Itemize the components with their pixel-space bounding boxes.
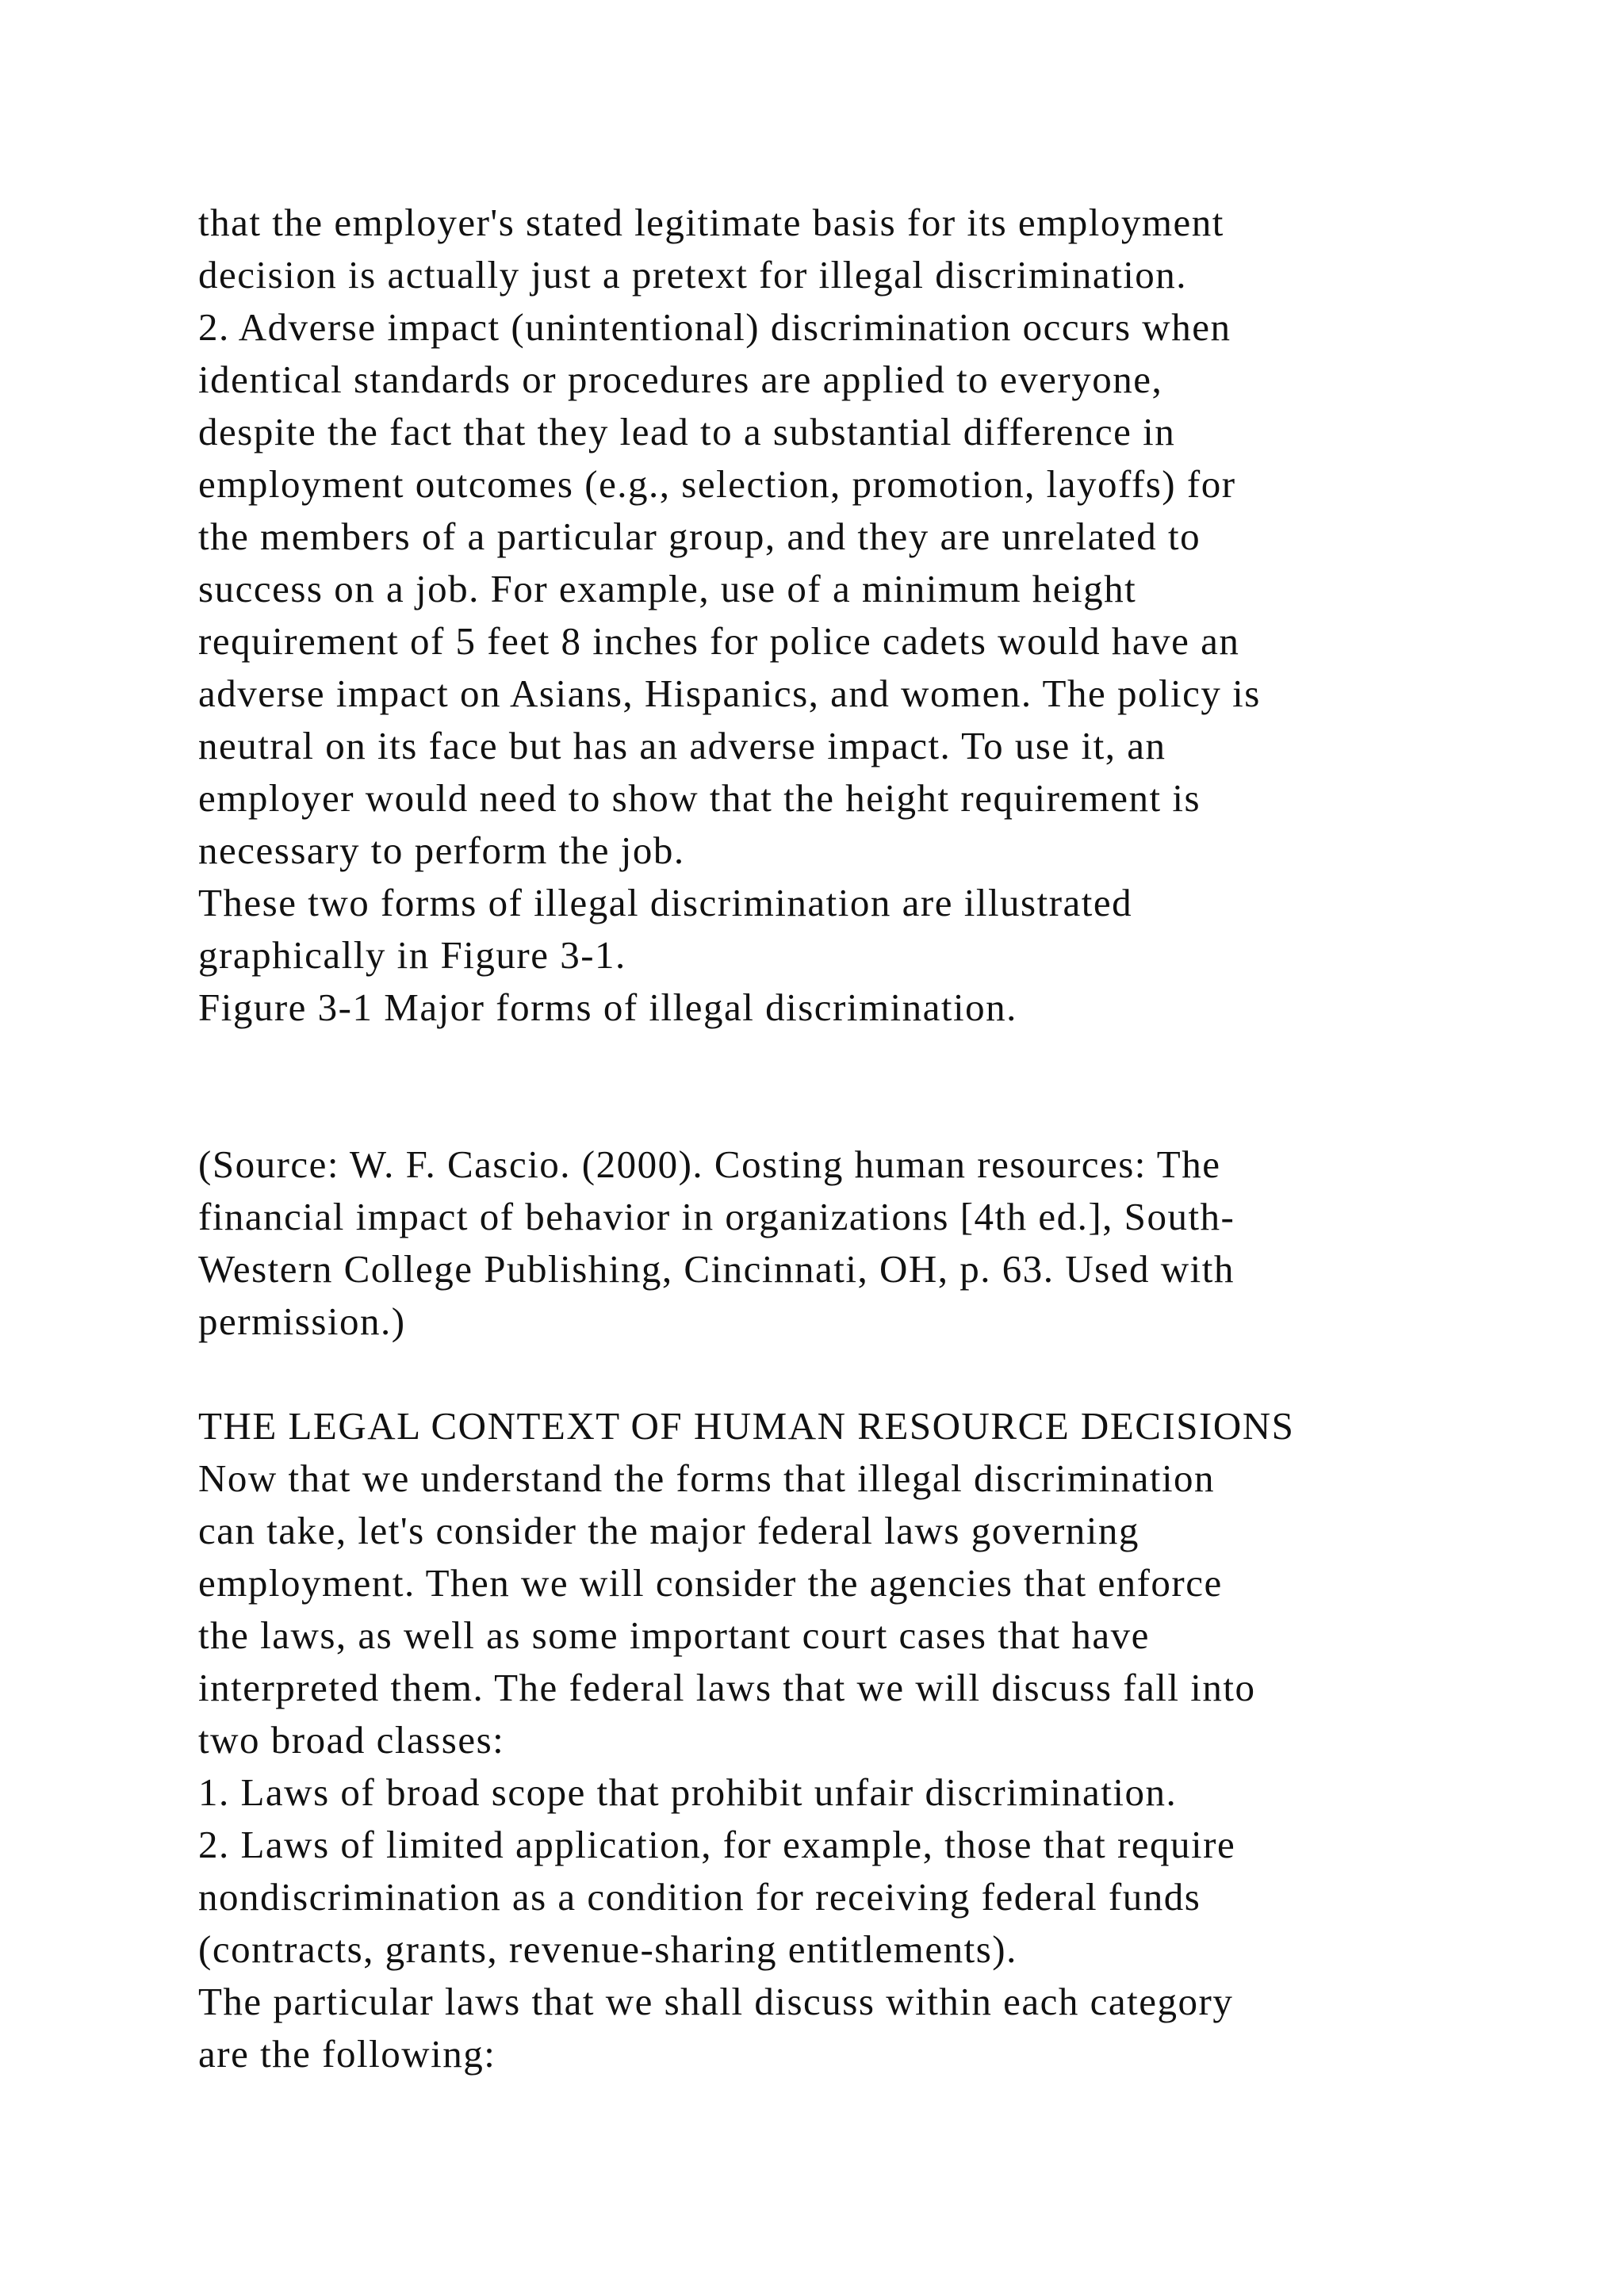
body-text bbox=[198, 197, 1610, 2080]
text-line: employer would need to show that the height requirement is bbox=[198, 776, 1201, 820]
figure-caption: Figure 3-1 Major forms of illegal discrimination. bbox=[198, 985, 1017, 1029]
text-line: requirement of 5 feet 8 inches for police cadets would have an bbox=[198, 619, 1240, 663]
text-line: employment. Then we will consider the agencies that enforce bbox=[198, 1561, 1223, 1605]
text-line: identical standards or procedures are applied to everyone, bbox=[198, 358, 1163, 401]
text-line: adverse impact on Asians, Hispanics, and women. The policy is bbox=[198, 672, 1261, 715]
text-line: two broad classes: bbox=[198, 1718, 505, 1762]
source-citation-line: financial impact of behavior in organizations [4th ed.], South- bbox=[198, 1195, 1235, 1238]
text-line: 1. Laws of broad scope that prohibit unfair discrimination. bbox=[198, 1770, 1178, 1814]
text-line: nondiscrimination as a condition for receiving federal funds bbox=[198, 1875, 1201, 1919]
source-citation-line: (Source: W. F. Cascio. (2000). Costing human resources: The bbox=[198, 1142, 1221, 1186]
text-line: These two forms of illegal discrimination are illustrated bbox=[198, 881, 1133, 924]
text-line: necessary to perform the job. bbox=[198, 828, 685, 872]
text-line: the members of a particular group, and they are unrelated to bbox=[198, 515, 1201, 558]
text-line: interpreted them. The federal laws that we will discuss fall into bbox=[198, 1666, 1256, 1709]
text-line: (contracts, grants, revenue-sharing entitlements). bbox=[198, 1927, 1017, 1971]
blank-line bbox=[198, 1034, 1610, 1086]
text-line: success on a job. For example, use of a minimum height bbox=[198, 567, 1137, 610]
text-line: 2. Adverse impact (unintentional) discrimination occurs when bbox=[198, 305, 1231, 349]
text-line: despite the fact that they lead to a substantial difference in bbox=[198, 410, 1176, 453]
text-line: are the following: bbox=[198, 2032, 496, 2076]
source-citation-line: Western College Publishing, Cincinnati, OH, p. 63. Used with bbox=[198, 1247, 1235, 1291]
text-line: Now that we understand the forms that illegal discrimination bbox=[198, 1456, 1216, 1500]
text-line: decision is actually just a pretext for illegal discrimination. bbox=[198, 253, 1188, 297]
text-line: The particular laws that we shall discuss within each category bbox=[198, 1980, 1234, 2023]
text-line: that the employer's stated legitimate basis for its employment bbox=[198, 201, 1224, 244]
text-line: employment outcomes (e.g., selection, promotion, layoffs) for bbox=[198, 462, 1236, 506]
section-heading: THE LEGAL CONTEXT OF HUMAN RESOURCE DECISIONS bbox=[198, 1404, 1295, 1448]
blank-line bbox=[198, 1086, 1610, 1138]
text-line: graphically in Figure 3-1. bbox=[198, 933, 626, 977]
source-citation-line: permission.) bbox=[198, 1299, 406, 1343]
text-line: 2. Laws of limited application, for example, those that require bbox=[198, 1823, 1236, 1866]
blank-line bbox=[198, 1348, 1610, 1400]
text-line: can take, let's consider the major federal laws governing bbox=[198, 1509, 1139, 1552]
text-line: the laws, as well as some important court cases that have bbox=[198, 1613, 1150, 1657]
text-line: neutral on its face but has an adverse impact. To use it, an bbox=[198, 724, 1166, 767]
